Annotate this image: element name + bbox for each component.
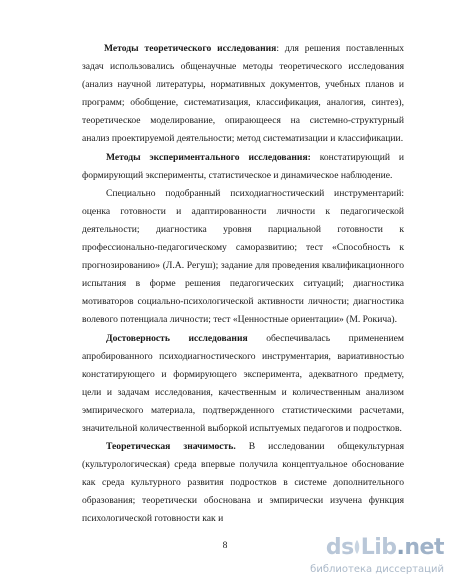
paragraph-lead: Методы теоретического исследования xyxy=(104,43,277,54)
paragraph-instruments xyxy=(82,185,404,330)
paragraph-lead: Методы экспериментального исследования: xyxy=(106,151,311,163)
watermark-logo-ds: ds xyxy=(325,535,354,560)
dslib-watermark xyxy=(310,535,444,576)
paragraph-text: обеспечивалась применением апробированного психодиагностического инструментария, вариативностью констатирующего и формирующего эксперимента, адекватного предмету, цели и задачам исследования, качественным и количественным анализом эмпирического материала, подтвержденного статистическими расчетами, значительной количественной выборкой испытуемых педагогов и подростков. xyxy=(82,332,404,434)
watermark-logo-dot: . xyxy=(396,535,405,560)
paragraph-reliability xyxy=(82,330,404,439)
paragraph-text: Специально подобранный психодиагностический инструментарий: оценка готовности и адаптированности личности к педагогической деятельности; диагностика уровня парциальной готовности к профессионально-педагогическому саморазвитию; тест «Способность к прогнозированию» (Л.А. Регуш); задание для проведения квалификационного испытания в форме решения педагогических ситуаций; диагностика мотиваторов социально-психологической активности личности; диагностика волевого потенциала личности; тест «Ценностные ориентации» (М. Рокича). xyxy=(82,187,404,326)
leaf-icon xyxy=(354,540,360,554)
watermark-logo xyxy=(326,536,444,560)
paragraph-text: В исследовании общекультурная (культурологическая) среда впервые получила концептуальное обоснование как среда культурного развития подростков в системе дополнительного образования; теоретически обоснована и эмпирически изучена функция психологической готовности как и xyxy=(82,441,404,525)
paragraph-theoretical-methods xyxy=(82,40,404,149)
watermark-logo-net: net xyxy=(404,535,444,560)
paragraph-experimental-methods xyxy=(82,149,404,185)
paragraph-theoretical-significance xyxy=(82,438,404,528)
document-body xyxy=(82,40,404,529)
page-number: 8 xyxy=(222,540,228,551)
paragraph-lead: Теоретическая значимость. xyxy=(106,441,236,453)
paragraph-lead: Достоверность исследования xyxy=(106,332,248,344)
watermark-subtitle: библиотека диссертаций xyxy=(310,564,444,575)
watermark-logo-lib: Lib xyxy=(360,535,397,560)
paragraph-text: : для решения поставленных задач использовались общенаучные методы теоретического исследования (анализ научной литературы, нормативных документов, учебных планов и программ; обобщение, систематизация, классификация, аналогия, синтез), теоретическое моделирование, опирающееся на системно-структурный анализ проектируемой деятельности; метод систематизации и классификации. xyxy=(82,43,405,145)
paragraph-text: констатирующий и формирующий эксперименты, статистическое и динамическое наблюдение. xyxy=(82,151,404,181)
